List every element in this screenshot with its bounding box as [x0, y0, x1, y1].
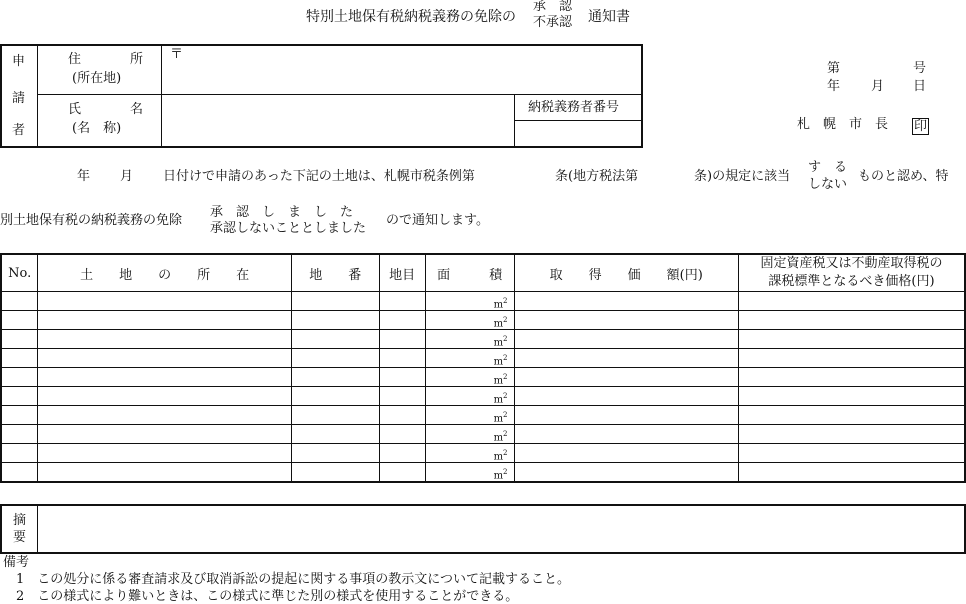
table-cell — [739, 444, 966, 463]
mayor-title: 札 幌 市 長 — [797, 117, 889, 132]
body-text-6: ので通知します。 — [386, 213, 489, 228]
title-option-approve: 承 認 — [533, 0, 573, 14]
table-cell — [514, 292, 738, 311]
table-cell — [379, 444, 425, 463]
title-suffix: 通知書 — [588, 9, 630, 25]
summary-box — [0, 504, 966, 554]
summary-label-2: 要 — [13, 530, 27, 545]
table-row — [1, 425, 965, 444]
table-cell — [514, 387, 738, 406]
table-cell — [514, 406, 738, 425]
address-label-a: 住 — [68, 52, 82, 67]
option-suru: す る — [808, 160, 848, 175]
applicant-side-1: 申 — [12, 54, 26, 69]
name-label-b: 名 — [130, 102, 144, 117]
table-cell — [514, 444, 738, 463]
header-standard: 固定資産税又は不動産取得税の 課税標準となるべき価格(円) — [739, 254, 966, 292]
table-cell — [38, 406, 291, 425]
area-unit-cell: $m^2$ — [425, 330, 514, 349]
doc-number-prefix: 第 — [827, 61, 841, 76]
area-unit-cell: $m^2$ — [425, 368, 514, 387]
applicant-side-3: 者 — [12, 123, 26, 138]
table-cell — [739, 406, 966, 425]
table-cell — [1, 425, 38, 444]
table-cell — [379, 368, 425, 387]
body-year: 年 — [77, 169, 91, 184]
land-table — [0, 253, 966, 483]
table-cell — [379, 425, 425, 444]
header-no: No. — [1, 254, 38, 292]
body-text-1: 日付けで申請のあった下記の土地は、札幌市税条例第 — [163, 169, 475, 184]
table-cell — [38, 463, 291, 483]
title-option-disapprove: 不承認 — [533, 15, 573, 30]
table-row — [1, 444, 965, 463]
table-cell — [514, 311, 738, 330]
table-cell — [291, 463, 379, 483]
table-row — [1, 368, 965, 387]
date-day: 日 — [913, 79, 927, 94]
option-fushonin: 承認しないこととしました — [210, 221, 367, 236]
table-cell — [1, 292, 38, 311]
note-1: 1 この処分に係る審査請求及び取消訴訟の提起に関する事項の教示文について記載すること。 — [16, 572, 571, 587]
area-unit-cell: $m^2$ — [425, 444, 514, 463]
table-cell — [38, 330, 291, 349]
body-text-2: 条(地方税法第 — [555, 169, 639, 184]
table-cell — [291, 387, 379, 406]
address-sublabel: (所在地) — [72, 71, 122, 86]
doc-number-suffix: 号 — [913, 61, 927, 76]
table-cell — [739, 368, 966, 387]
applicant-side-2: 請 — [12, 91, 26, 106]
table-cell — [38, 368, 291, 387]
table-cell — [739, 292, 966, 311]
body-text-3: 条)の規定に該当 — [694, 169, 791, 184]
table-cell — [379, 311, 425, 330]
taxpayer-number-label: 納税義務者番号 — [528, 100, 620, 115]
table-cell — [38, 387, 291, 406]
table-cell — [739, 425, 966, 444]
header-lot: 地 番 — [291, 254, 379, 292]
area-unit-cell: $m^2$ — [425, 463, 514, 483]
table-cell — [379, 292, 425, 311]
table-cell — [514, 330, 738, 349]
header-area: 面 積 — [425, 254, 514, 292]
notes-title: 備考 — [3, 555, 30, 570]
table-cell — [291, 444, 379, 463]
table-cell — [739, 330, 966, 349]
table-cell — [379, 349, 425, 368]
table-cell — [291, 349, 379, 368]
table-cell — [38, 349, 291, 368]
option-shinai: しない — [808, 177, 848, 192]
note-2: 2 この様式により難いときは、この様式に準じた別の様式を使用することができる。 — [16, 589, 519, 604]
summary-label-1: 摘 — [13, 513, 27, 528]
table-cell — [1, 368, 38, 387]
table-cell — [38, 444, 291, 463]
table-cell — [38, 425, 291, 444]
table-cell — [1, 463, 38, 483]
table-cell — [291, 406, 379, 425]
table-cell — [379, 387, 425, 406]
table-row — [1, 349, 965, 368]
postal-mark: 〒 — [170, 47, 184, 62]
table-cell — [291, 292, 379, 311]
table-cell — [38, 311, 291, 330]
table-cell — [1, 311, 38, 330]
option-shonin: 承 認 し ま し た — [210, 205, 354, 220]
title-prefix: 特別土地保有税納税義務の免除の — [306, 9, 516, 25]
table-row — [1, 463, 965, 483]
table-cell — [739, 387, 966, 406]
area-unit-cell: $m^2$ — [425, 425, 514, 444]
table-cell — [379, 406, 425, 425]
table-cell — [38, 292, 291, 311]
body-text-4: ものと認め、特 — [858, 169, 949, 184]
table-cell — [291, 311, 379, 330]
table-cell — [514, 425, 738, 444]
table-cell — [379, 463, 425, 483]
table-cell — [739, 463, 966, 483]
table-cell — [514, 368, 738, 387]
table-cell — [1, 444, 38, 463]
seal-mark: 印 — [913, 119, 927, 134]
table-row — [1, 406, 965, 425]
area-unit-cell: $m^2$ — [425, 292, 514, 311]
area-unit-cell: $m^2$ — [425, 349, 514, 368]
table-row — [1, 292, 965, 311]
table-row — [1, 387, 965, 406]
date-year: 年 — [827, 79, 841, 94]
header-location: 土 地 の 所 在 — [38, 254, 291, 292]
table-cell — [739, 311, 966, 330]
date-month: 月 — [871, 79, 885, 94]
table-cell — [1, 406, 38, 425]
table-cell — [379, 330, 425, 349]
header-category: 地目 — [379, 254, 425, 292]
table-cell — [291, 368, 379, 387]
table-cell — [739, 349, 966, 368]
table-cell — [1, 330, 38, 349]
name-sublabel: (名 称) — [72, 121, 122, 136]
table-header-row — [1, 254, 965, 292]
table-cell — [291, 330, 379, 349]
address-label-b: 所 — [130, 52, 144, 67]
body-month: 月 — [120, 169, 134, 184]
table-cell — [514, 349, 738, 368]
name-label-a: 氏 — [68, 102, 82, 117]
body-text-5: 別土地保有税の納税義務の免除 — [0, 213, 183, 228]
header-price: 取 得 価 額(円) — [514, 254, 738, 292]
table-cell — [1, 387, 38, 406]
table-cell — [1, 349, 38, 368]
table-row — [1, 311, 965, 330]
table-row — [1, 330, 965, 349]
area-unit-cell: $m^2$ — [425, 387, 514, 406]
table-cell — [291, 425, 379, 444]
area-unit-cell: $m^2$ — [425, 311, 514, 330]
area-unit-cell: $m^2$ — [425, 406, 514, 425]
table-cell — [514, 463, 738, 483]
